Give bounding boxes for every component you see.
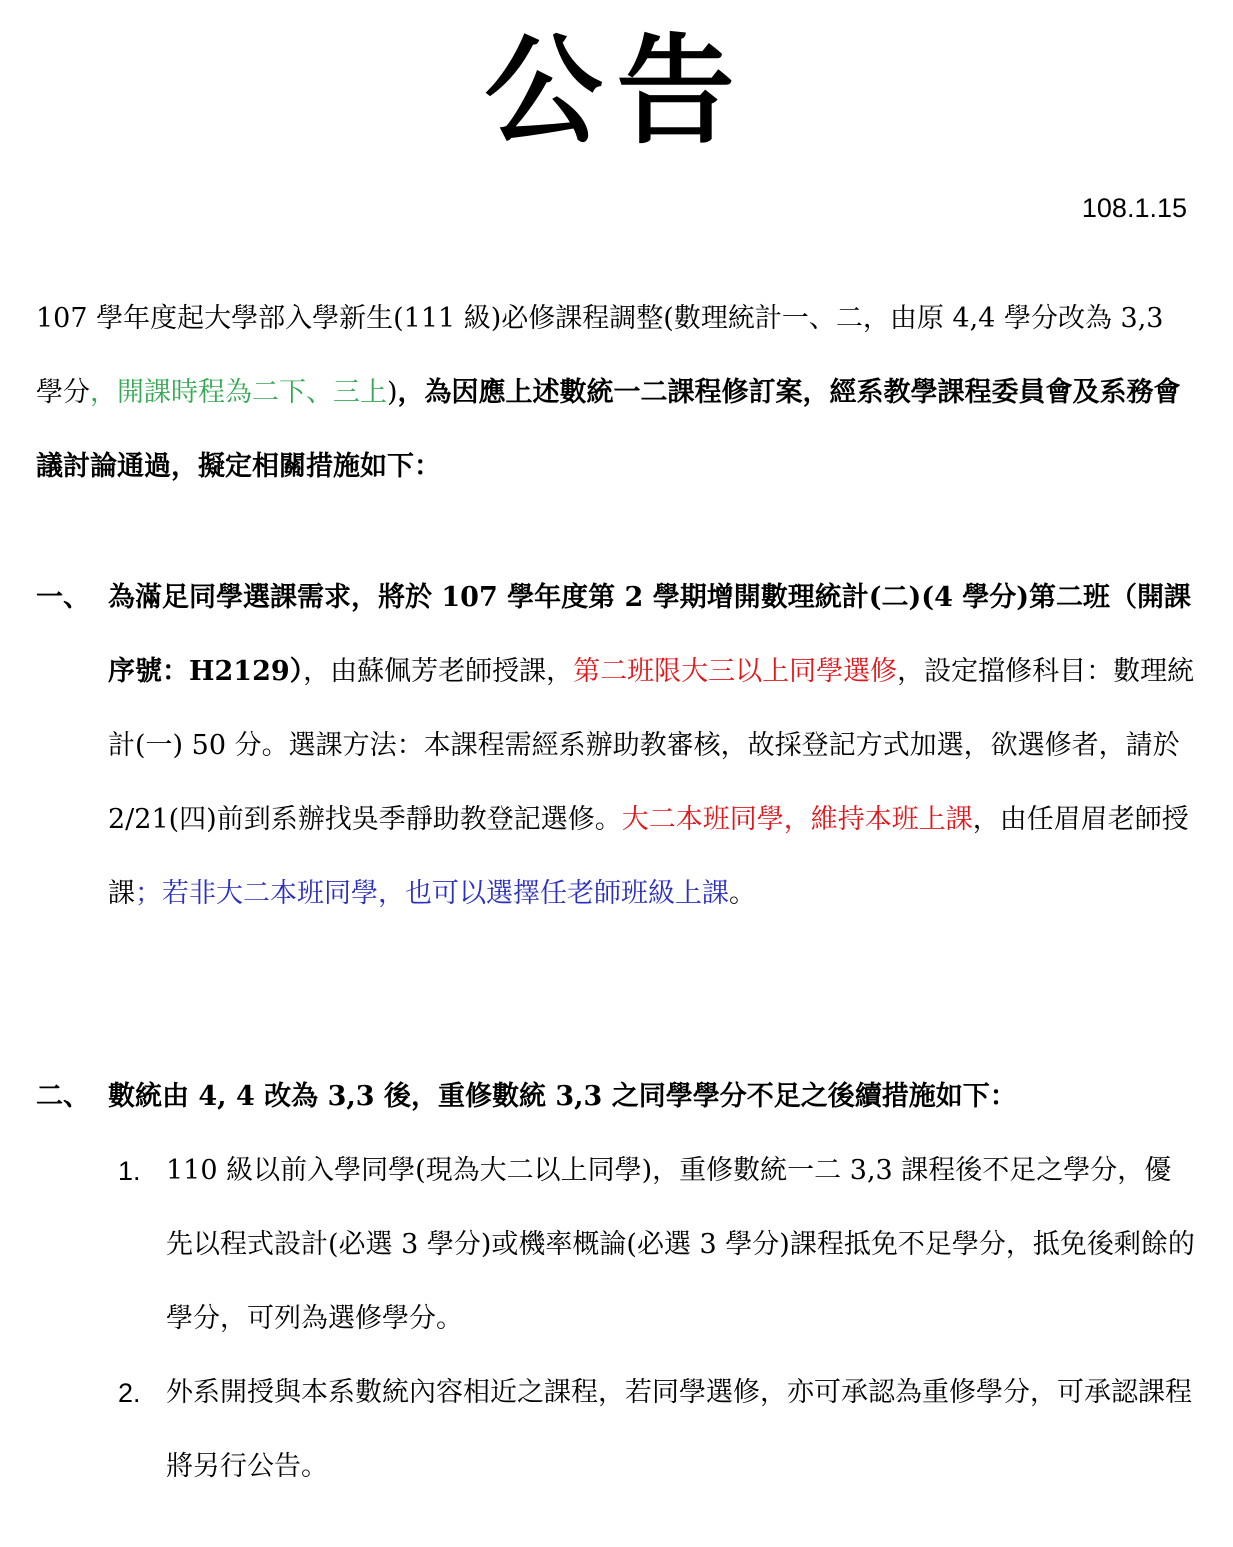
item-text: 110 級以前入學同學(現為大二以上同學)，重修數統一二 3,3 課程後不足之學分，優先以程式設計(必選 3 學分)或機率概論(必選 3 學分)課程抵免不足學分，抵免後剩餘的學分，可列為選修學分。	[166, 1155, 1195, 1334]
item-number: 1.	[118, 1156, 141, 1186]
section-two-heading: 數統由 4, 4 改為 3,3 後，重修數統 3,3 之同學學分不足之後續措施如下：	[108, 1081, 1017, 1112]
section-one-restriction: 第二班限大三以上同學選修	[573, 656, 898, 687]
intro-text: 107 學年度起大學部入學新生(111 級)必修課程調整(數理統計一、二，由原 4,4 學分改為 3,3 學分	[36, 303, 1164, 408]
intro-close-paren: )	[387, 377, 398, 408]
item-number: 2.	[118, 1378, 141, 1408]
section-two-item	[118, 1134, 1198, 1356]
section-one-heading: 為滿足同學選課需求，將於 107 學年度第 2 學期增開數理統計(二)(4 學分)第二班（開課序號：H2129）	[108, 582, 1192, 687]
intro-schedule-highlight: ，開課時程為二下、三上	[90, 377, 387, 408]
section-one-number: 一、	[36, 582, 90, 613]
announcement-date: 108.1.15	[1081, 193, 1187, 223]
item-text: 外系開授與本系數統內容相近之課程，若同學選修，亦可承認為重修學分，可承認課程將另行公告。	[166, 1377, 1192, 1482]
section-one-class-note: 大二本班同學，維持本班上課	[621, 804, 973, 835]
section-one-text-b: ，設定擋修科目：數理統計(一) 50 分。選課方法：本課程需經系辦助教審核，故採登記方式加選，欲選修者，請於 2/21(四)前到系辦找吳季靜助教登記選修。	[108, 656, 1195, 835]
section-one-text-a: ，由蘇佩芳老師授課，	[303, 656, 574, 687]
section-one-text-d: 。	[729, 878, 756, 909]
section-two	[36, 1060, 1196, 1134]
section-two-item	[118, 1356, 1198, 1504]
intro-paragraph	[36, 282, 1196, 504]
section-one-text-c: ，由任眉眉老師授課	[108, 804, 1189, 909]
section-one-body	[108, 561, 1196, 931]
section-one-alternative: ；若非大二本班同學，也可以選擇任老師班級上課	[135, 878, 729, 909]
page-title: 公告	[484, 22, 749, 160]
section-one	[36, 561, 1196, 931]
section-two-number: 二、	[36, 1081, 90, 1112]
intro-bold-text: ，為因應上述數統一二課程修訂案，經系教學課程委員會及系務會議討論通過，擬定相關措施如下：	[36, 377, 1181, 482]
